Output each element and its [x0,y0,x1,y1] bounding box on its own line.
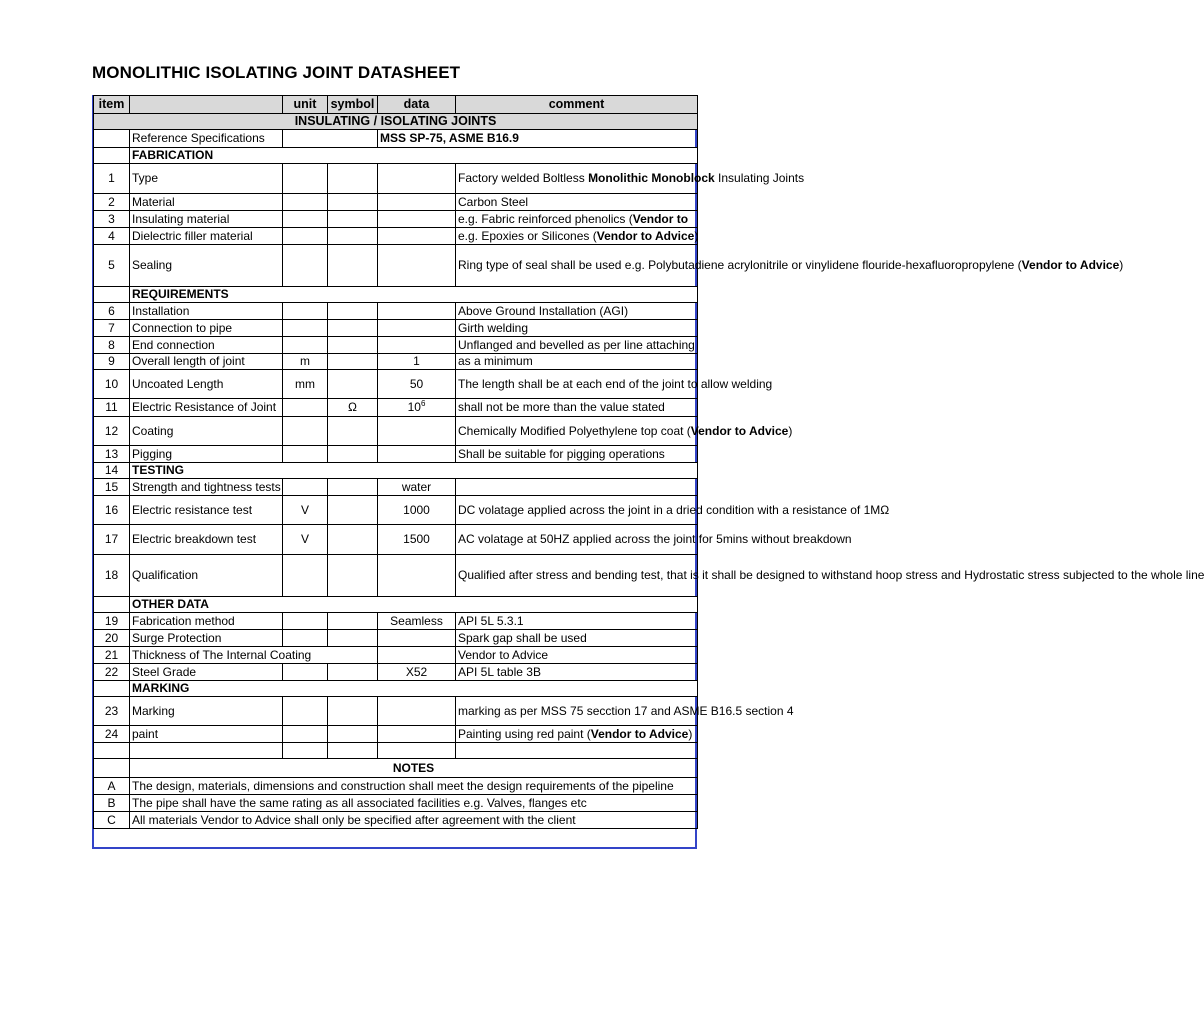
group-testing: TESTING [130,463,698,479]
table-row: 21 Thickness of The Internal Coating Vendor to Advice [94,647,698,664]
table-row: 15 Strength and tightness tests water [94,479,698,496]
table-row: 6 Installation Above Ground Installation (AGI) [94,303,698,320]
section-title: INSULATING / ISOLATING JOINTS [94,114,698,130]
col-unit-header: unit [283,96,328,114]
spacer-row [94,743,698,759]
reference-data: MSS SP-75, ASME B16.9 [378,130,698,148]
table-row [94,130,698,148]
table-row: 13 Pigging Shall be suitable for pigging operations [94,446,698,463]
table-row: 2 Material Carbon Steel [94,194,698,211]
table-row: 16 Electric resistance test V 1000 DC volatage applied across the joint in a dried condition with a resistance of 1MΩ [94,496,698,525]
group-requirements: REQUIREMENTS [130,287,698,303]
col-symbol-header: symbol [328,96,378,114]
header-row [94,96,698,114]
table-row: 7 Connection to pipe Girth welding [94,320,698,337]
table-row: 19 Fabrication method Seamless API 5L 5.3.1 [94,613,698,630]
table-row: 23 Marking marking as per MSS 75 secction 17 and ASME B16.5 section 4 [94,697,698,726]
table-row: 22 Steel Grade X52 API 5L table 3B [94,664,698,681]
group-row [94,287,698,303]
group-row: 14 TESTING [94,463,698,479]
table-row: 8 End connection Unflanged and bevelled as per line attaching [94,337,698,354]
table-row: 5 Sealing Ring type of seal shall be used e.g. Polybutadiene acrylonitrile or vinylidene flouride-hexafluoropropylene (Vendor to Advice) [94,245,698,287]
group-other-data: OTHER DATA [130,597,698,613]
notes-title: NOTES [130,759,698,778]
table-row: 12 Coating Chemically Modified Polyethylene top coat (Vendor to Advice) [94,417,698,446]
group-row [94,148,698,164]
table-row: 11 Electric Resistance of Joint Ω $10^6$ shall not be more than the value stated [94,399,698,417]
comment-cell: Factory welded Boltless Monolithic Monoblock Insulating Joints [456,164,698,194]
table-row: 9 Overall length of joint m 1 as a minimum [94,354,698,370]
datasheet-table [93,95,1204,829]
table-row: 1 Type Factory welded Boltless Monolithic Monoblock Insulating Joints [94,164,698,194]
table-row: 4 Dielectric filler material e.g. Epoxies or Silicones (Vendor to Advice) [94,228,698,245]
note-row: C All materials Vendor to Advice shall only be specified after agreement with the client [94,812,698,829]
note-row: A The design, materials, dimensions and construction shall meet the design requirements of the pipeline [94,778,698,795]
table-row: 17 Electric breakdown test V 1500 AC volatage at 50HZ applied across the joint for 5mins without breakdown [94,525,698,555]
table-row: 18 Qualification Qualified after stress and bending test, that is it shall be designed to withstand hoop stress and Hydrostatic stress subjected to the whole line [94,555,698,597]
notes-title-row [94,759,698,778]
col-item-header: item [94,96,130,114]
table-row: 20 Surge Protection Spark gap shall be used [94,630,698,647]
col-desc-header [130,96,283,114]
group-row [94,681,698,697]
table-row: 3 Insulating material e.g. Fabric reinforced phenolics (Vendor to [94,211,698,228]
reference-label: Reference Specifications [130,130,283,148]
group-row [94,597,698,613]
section-row [94,114,698,130]
note-row: B The pipe shall have the same rating as all associated facilities e.g. Valves, flanges etc [94,795,698,812]
table-row: 24 paint Painting using red paint (Vendor to Advice) [94,726,698,743]
table-row: 10 Uncoated Length mm 50 The length shall be at each end of the joint to allow welding [94,370,698,399]
col-comment-header: comment [456,96,698,114]
col-data-header: data [378,96,456,114]
group-fabrication: FABRICATION [130,148,698,164]
page-title: MONOLITHIC ISOLATING JOINT DATASHEET [92,63,461,82]
group-marking: MARKING [130,681,698,697]
